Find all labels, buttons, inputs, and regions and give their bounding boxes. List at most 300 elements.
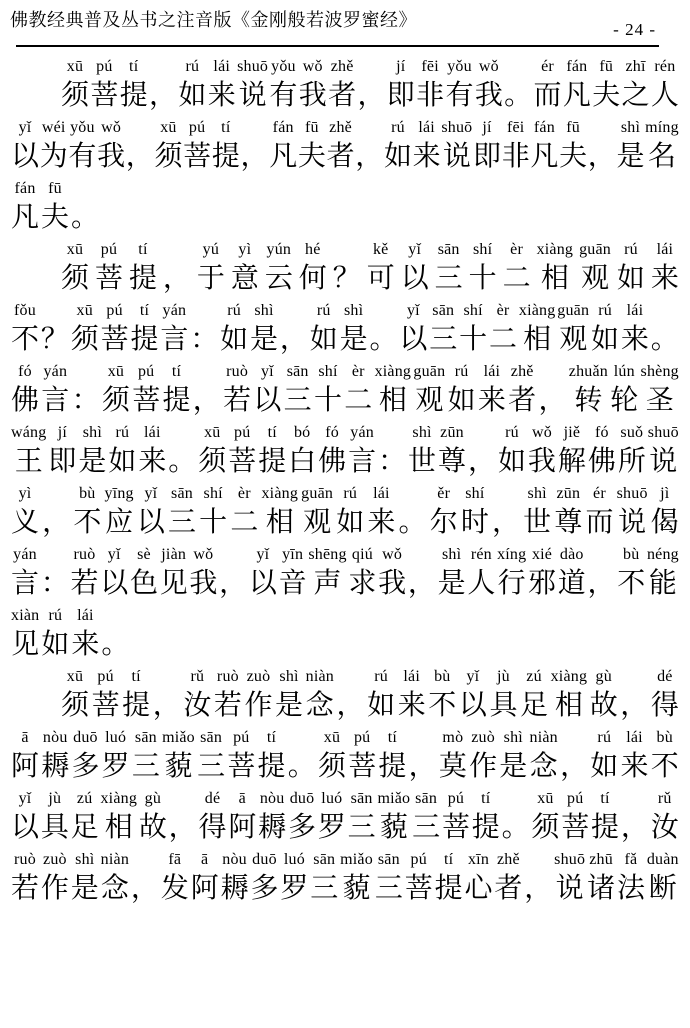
ruby-unit	[71, 179, 99, 237]
ruby-unit	[370, 301, 398, 359]
ruby-unit	[475, 57, 503, 115]
ruby-unit	[183, 118, 211, 176]
pinyin-text: yì	[18, 485, 32, 502]
ruby-unit	[61, 240, 89, 298]
pinyin-text: pú	[410, 851, 427, 868]
hanzi-text: 提	[434, 873, 463, 904]
hanzi-text: 凡	[530, 141, 559, 172]
ruby-unit	[168, 423, 196, 481]
ruby-unit	[651, 240, 679, 298]
ruby-unit	[387, 57, 415, 115]
ruby-unit	[459, 667, 487, 725]
ruby-unit	[41, 545, 69, 603]
hanzi-text: 言	[160, 324, 189, 355]
ruby-unit	[126, 118, 154, 176]
ruby-unit	[367, 667, 395, 725]
ruby-unit	[591, 789, 619, 847]
hanzi-text: ，	[192, 385, 221, 416]
hanzi-text: 菩	[94, 263, 123, 294]
pinyin-text: duàn	[646, 851, 679, 868]
pinyin-text: lái	[77, 607, 94, 624]
hanzi-text: 佛	[11, 385, 40, 416]
ruby-unit	[261, 484, 298, 542]
pinyin-text: zú	[76, 790, 93, 807]
pinyin-text: pú	[234, 424, 251, 441]
ruby-unit	[137, 484, 165, 542]
pinyin-text: yǐ	[406, 302, 420, 319]
pinyin-text: sān	[437, 241, 460, 258]
ruby-unit	[191, 850, 219, 908]
hanzi-text: 佛	[587, 446, 616, 477]
hanzi-text: 法	[616, 873, 645, 904]
pinyin-text: tí	[266, 729, 277, 746]
pinyin-text: jí	[482, 119, 492, 136]
ruby-unit	[478, 362, 506, 420]
hanzi-text: 如	[220, 324, 249, 355]
hanzi-text: 相	[104, 812, 133, 843]
ruby-unit	[193, 362, 221, 420]
pinyin-text: jí	[396, 58, 406, 75]
ruby-unit	[429, 301, 457, 359]
hanzi-text: 我	[189, 568, 218, 599]
ruby-unit	[502, 118, 530, 176]
ruby-unit	[97, 118, 125, 176]
ruby-unit	[197, 240, 225, 298]
pinyin-text: shì	[503, 729, 523, 746]
pinyin-text: wéi	[41, 119, 66, 136]
ruby-unit	[435, 850, 463, 908]
ruby-unit	[301, 484, 333, 542]
hanzi-text: 名	[647, 141, 676, 172]
pinyin-text: èr	[510, 241, 524, 258]
pinyin-text: sān	[432, 302, 455, 319]
ruby-unit	[120, 57, 148, 115]
ruby-unit	[617, 850, 645, 908]
ruby-unit	[71, 850, 99, 908]
pinyin-text: xīn	[467, 851, 490, 868]
hanzi-text: 。	[168, 446, 197, 477]
ruby-unit	[375, 362, 412, 420]
ruby-unit	[161, 850, 189, 908]
pinyin-text: rén	[470, 546, 492, 563]
ruby-unit	[645, 118, 679, 176]
hanzi-text: 尊	[554, 507, 583, 538]
pinyin-text: sān	[350, 790, 373, 807]
hanzi-text: 我	[527, 446, 556, 477]
ruby-unit	[71, 606, 99, 664]
pinyin-text: rú	[343, 485, 358, 502]
pinyin-text: luó	[105, 729, 127, 746]
ruby-unit	[70, 545, 98, 603]
pinyin-text: zú	[526, 668, 542, 685]
hanzi-text: 耨	[220, 873, 249, 904]
pinyin-text: lái	[626, 302, 644, 319]
pinyin-text: wáng	[11, 424, 47, 441]
pinyin-text: fǒu	[14, 302, 36, 319]
ruby-unit	[348, 728, 376, 786]
ruby-unit	[92, 667, 120, 725]
ruby-unit	[241, 118, 269, 176]
hanzi-text: 是	[616, 141, 645, 172]
hanzi-text: 须	[61, 263, 90, 294]
ruby-unit	[355, 118, 383, 176]
hanzi-text: 观	[415, 385, 444, 416]
hanzi-text: 提	[162, 385, 191, 416]
ruby-unit	[399, 484, 427, 542]
hanzi-text: 为	[39, 141, 68, 172]
pinyin-text: shì	[254, 302, 274, 319]
pinyin-text: èr	[351, 363, 365, 380]
hanzi-text: 藐	[164, 751, 193, 782]
hanzi-text: 即	[473, 141, 502, 172]
pinyin-text: jiě	[563, 424, 581, 441]
ruby-unit	[258, 789, 286, 847]
hanzi-text: 菩	[132, 385, 161, 416]
ruby-unit	[190, 301, 218, 359]
ruby-unit	[258, 728, 286, 786]
ruby-unit	[621, 728, 649, 786]
pinyin-text: fēi	[421, 58, 439, 75]
pinyin-text: pú	[567, 790, 584, 807]
pinyin-text: niàn	[305, 668, 334, 685]
ruby-unit	[413, 118, 441, 176]
hanzi-text: 何	[298, 263, 327, 294]
ruby-unit	[588, 545, 616, 603]
hanzi-text: 三	[283, 385, 312, 416]
hanzi-text: 偈	[650, 507, 679, 538]
ruby-unit	[621, 789, 649, 847]
hanzi-text: 来	[71, 629, 100, 660]
ruby-unit	[269, 57, 297, 115]
hanzi-text: 行	[497, 568, 526, 599]
ruby-unit	[413, 362, 445, 420]
ruby-unit	[71, 301, 99, 359]
hanzi-text: 夫	[592, 80, 621, 111]
hanzi-text: 不	[428, 690, 457, 721]
ruby-unit	[616, 118, 644, 176]
hanzi-text: 是	[437, 568, 466, 599]
ruby-line	[11, 237, 679, 298]
ruby-unit	[442, 789, 470, 847]
hanzi-text: 尔	[429, 507, 458, 538]
pinyin-text: guān	[579, 241, 611, 258]
pinyin-text: rú	[598, 302, 612, 319]
ruby-unit	[579, 240, 611, 298]
pinyin-text: fū	[566, 119, 580, 136]
hanzi-text: 以	[253, 385, 282, 416]
pinyin-text: tí	[387, 729, 398, 746]
ruby-unit	[249, 545, 277, 603]
pinyin-text: xiàng	[261, 485, 299, 502]
pinyin-text: xiàng	[100, 790, 138, 807]
ruby-unit	[11, 118, 39, 176]
ruby-unit	[228, 789, 256, 847]
ruby-unit	[299, 240, 327, 298]
hanzi-text: 若	[213, 690, 242, 721]
pinyin-text: yǒu	[447, 58, 472, 75]
hanzi-text: 菩	[404, 873, 433, 904]
pinyin-text: pú	[233, 729, 250, 746]
ruby-unit	[409, 728, 437, 786]
ruby-unit	[378, 423, 406, 481]
ruby-unit	[214, 667, 242, 725]
ruby-unit	[132, 362, 160, 420]
page-header	[0, 0, 690, 52]
ruby-unit	[494, 850, 522, 908]
ruby-unit	[288, 789, 316, 847]
ruby-unit	[131, 850, 159, 908]
ruby-unit	[401, 240, 429, 298]
ruby-unit	[41, 850, 69, 908]
hanzi-text: 。	[650, 324, 679, 355]
pinyin-text: fán	[566, 58, 588, 75]
ruby-unit	[498, 423, 526, 481]
hanzi-text: 以	[11, 812, 40, 843]
hanzi-text: 提	[130, 324, 159, 355]
pinyin-text: qiú	[351, 546, 373, 563]
pinyin-text: guān	[413, 363, 446, 380]
ruby-unit	[524, 850, 552, 908]
hanzi-text: 义	[11, 507, 40, 538]
ruby-unit	[41, 789, 69, 847]
ruby-unit	[651, 667, 679, 725]
pinyin-text: shì	[527, 485, 547, 502]
hanzi-text: 相	[540, 263, 569, 294]
ruby-unit	[169, 789, 197, 847]
hanzi-text: 如	[41, 629, 70, 660]
hanzi-text: 说	[618, 507, 647, 538]
hanzi-text: 凡	[562, 80, 591, 111]
hanzi-text: ，	[587, 568, 616, 599]
pinyin-text: yǐ	[18, 119, 32, 136]
hanzi-text: 阿	[190, 873, 219, 904]
ruby-unit	[587, 850, 615, 908]
ruby-unit	[11, 301, 39, 359]
ruby-unit	[647, 850, 679, 908]
pinyin-text: rén	[654, 58, 676, 75]
hanzi-text: 提	[258, 446, 287, 477]
pinyin-text: yǐ	[256, 546, 270, 563]
ruby-unit	[244, 667, 272, 725]
ruby-unit	[41, 362, 69, 420]
ruby-unit	[592, 57, 620, 115]
ruby-unit	[48, 423, 76, 481]
hanzi-text: 断	[648, 873, 677, 904]
ruby-unit	[163, 240, 191, 298]
pinyin-text: xū	[537, 790, 554, 807]
hanzi-text: ，	[492, 507, 521, 538]
hanzi-text: 若	[11, 873, 40, 904]
ruby-unit	[41, 179, 69, 237]
ruby-unit	[617, 240, 645, 298]
hanzi-text: 菩	[91, 690, 120, 721]
hanzi-text: 如	[108, 446, 137, 477]
ruby-unit	[459, 301, 487, 359]
ruby-unit	[279, 545, 307, 603]
hanzi-text: 观	[303, 507, 332, 538]
hanzi-text: ？	[40, 324, 69, 355]
pinyin-text: xū	[76, 302, 93, 319]
ruby-unit	[11, 423, 46, 481]
pinyin-text: niàn	[529, 729, 558, 746]
pinyin-text: sān	[134, 729, 157, 746]
pinyin-text: shuō	[554, 851, 586, 868]
ruby-unit	[430, 484, 458, 542]
hanzi-text: 须	[154, 141, 183, 172]
pinyin-text: rǔ	[190, 668, 205, 685]
pinyin-text: pú	[96, 58, 113, 75]
pinyin-text: shuō	[647, 424, 679, 441]
pinyin-text: xiàng	[374, 363, 412, 380]
ruby-unit	[189, 545, 217, 603]
pinyin-text: jí	[57, 424, 68, 441]
ruby-unit	[367, 484, 395, 542]
pinyin-text: wǒ	[101, 119, 122, 136]
pinyin-text: fū	[48, 180, 62, 197]
pinyin-text: shuō	[616, 485, 648, 502]
pinyin-text: rú	[597, 729, 612, 746]
ruby-unit	[154, 118, 182, 176]
hanzi-text: ，	[336, 690, 365, 721]
pinyin-text: shì	[82, 424, 103, 441]
ruby-unit	[508, 362, 536, 420]
pinyin-text: guān	[301, 485, 334, 502]
hanzi-text: 见	[11, 629, 40, 660]
ruby-unit	[588, 118, 616, 176]
hanzi-text: ，	[279, 324, 308, 355]
ruby-unit	[408, 423, 436, 481]
pinyin-text: lún	[613, 363, 635, 380]
hanzi-text: 来	[620, 324, 649, 355]
hanzi-text: 故	[589, 690, 618, 721]
pinyin-text: shí	[465, 485, 485, 502]
hanzi-text: ，	[240, 141, 269, 172]
hanzi-text: ，	[162, 263, 191, 294]
ruby-unit	[131, 301, 159, 359]
ruby-unit	[299, 57, 327, 115]
ruby-unit	[100, 545, 128, 603]
ruby-unit	[280, 301, 308, 359]
pinyin-text: ā	[21, 729, 29, 746]
hanzi-text: 二	[230, 507, 259, 538]
hanzi-text: 非	[501, 141, 530, 172]
pinyin-text: zhuǎn	[568, 363, 608, 380]
hanzi-text: 以	[100, 568, 129, 599]
pinyin-text: zuò	[246, 668, 271, 685]
hanzi-text: 。	[369, 324, 398, 355]
ruby-unit	[250, 850, 278, 908]
pinyin-text: mò	[442, 729, 464, 746]
hanzi-text: 凡	[11, 202, 40, 233]
pinyin-text: ruò	[216, 668, 239, 685]
ruby-unit	[42, 484, 70, 542]
pinyin-text: shì	[343, 302, 364, 319]
ruby-unit	[348, 423, 376, 481]
pinyin-text: sān	[171, 485, 193, 502]
pinyin-text: yǐ	[408, 241, 422, 258]
ruby-unit	[340, 850, 373, 908]
hanzi-text: 来	[412, 141, 441, 172]
ruby-unit	[499, 728, 527, 786]
pinyin-text: zūn	[556, 485, 581, 502]
ruby-line	[11, 359, 679, 420]
hanzi-text: 具	[40, 812, 69, 843]
hanzi-text: 如	[447, 385, 476, 416]
ruby-unit	[618, 423, 646, 481]
hanzi-text: ，	[620, 812, 649, 843]
hanzi-text: ，	[524, 873, 553, 904]
hanzi-text: 三	[347, 812, 376, 843]
hanzi-text: 须	[101, 385, 130, 416]
ruby-unit	[318, 423, 346, 481]
pinyin-text: gù	[144, 790, 162, 807]
hanzi-text: ：	[40, 568, 69, 599]
ruby-unit	[473, 118, 501, 176]
pinyin-text: yǐ	[144, 485, 158, 502]
ruby-unit	[219, 545, 247, 603]
ruby-unit	[228, 423, 256, 481]
ruby-unit	[641, 362, 679, 420]
ruby-unit	[468, 423, 496, 481]
pinyin-text: tí	[129, 58, 139, 75]
hanzi-text: 若	[70, 568, 99, 599]
ruby-unit	[554, 484, 582, 542]
pinyin-text: fán	[533, 119, 555, 136]
pinyin-text: lái	[403, 668, 420, 685]
hanzi-text: 汝	[183, 690, 212, 721]
pinyin-text: xū	[66, 241, 84, 258]
ruby-unit	[101, 606, 129, 664]
pinyin-text: zhī	[625, 58, 646, 75]
pinyin-text: yán	[43, 363, 68, 380]
ruby-unit	[197, 728, 225, 786]
hanzi-text: 三	[434, 263, 463, 294]
ruby-unit	[561, 789, 589, 847]
hanzi-text: 菩	[441, 812, 470, 843]
hanzi-text: 解	[557, 446, 586, 477]
ruby-line	[11, 725, 679, 786]
ruby-unit	[265, 240, 293, 298]
ruby-unit	[333, 240, 361, 298]
pinyin-text: yǐ	[466, 668, 480, 685]
hanzi-text: 三	[197, 751, 226, 782]
ruby-unit	[327, 118, 355, 176]
ruby-unit	[40, 118, 68, 176]
hanzi-text: 藐	[342, 873, 371, 904]
hanzi-text: 藐	[379, 812, 408, 843]
hanzi-text: 言	[348, 446, 377, 477]
hanzi-text: 说	[238, 80, 267, 111]
ruby-unit	[284, 362, 312, 420]
ruby-unit	[61, 667, 89, 725]
pinyin-text: nòu	[42, 729, 68, 746]
hanzi-text: 多	[71, 751, 100, 782]
pinyin-text: tí	[443, 851, 454, 868]
hanzi-text: 如	[309, 324, 338, 355]
ruby-unit	[464, 850, 492, 908]
hanzi-text: ：	[378, 446, 407, 477]
hanzi-text: 罗	[317, 812, 346, 843]
ruby-unit	[269, 118, 297, 176]
hanzi-text: 即	[48, 446, 77, 477]
pinyin-text: xiàng	[550, 668, 588, 685]
ruby-unit	[412, 789, 440, 847]
ruby-unit	[617, 545, 645, 603]
ruby-unit	[448, 362, 476, 420]
pinyin-text: rú	[624, 241, 638, 258]
hanzi-text: 具	[489, 690, 518, 721]
pinyin-text: èr	[237, 485, 251, 502]
